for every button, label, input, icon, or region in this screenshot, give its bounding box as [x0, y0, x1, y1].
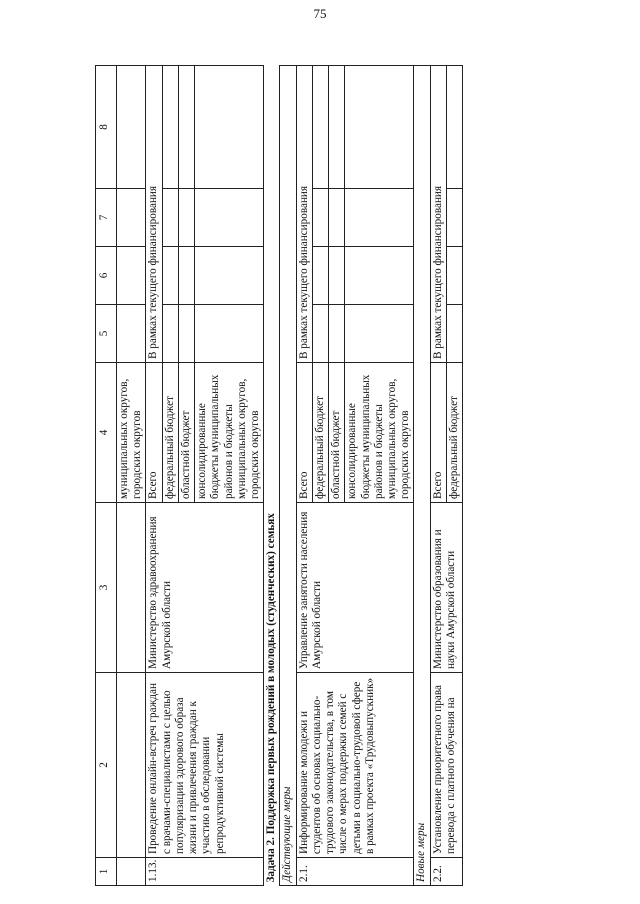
source-cell: федеральный бюджет — [446, 363, 462, 503]
source-cell: консолидированные бюджеты муниципальных районов и бюджеты муниципальных округов, городских округов — [195, 363, 264, 503]
measure-name: Проведение онлайн-встреч граждан с врачами-специалистами с целью популяризации здорового образа жизни и привлечения граждан к участию в обследовании репродуктивной системы — [146, 673, 264, 858]
financing-note: В рамках текущего финансирования — [430, 66, 446, 363]
task-header-row — [264, 66, 280, 886]
col-header-6: 6 — [96, 247, 117, 305]
source-cell: областной бюджет — [329, 363, 345, 503]
source-cell: федеральный бюджет — [162, 363, 178, 503]
source-cell: областной бюджет — [178, 363, 194, 503]
financing-note: В рамках текущего финансирования — [296, 66, 312, 363]
source-cell: Всего — [146, 363, 162, 503]
table-row-1-13 — [146, 66, 162, 886]
col-header-2: 2 — [96, 673, 117, 858]
col-header-8: 8 — [96, 66, 117, 189]
measure-name: Установление приоритетного права перевода с платного обучения на — [430, 673, 462, 858]
executor: Министерство образования и науки Амурской области — [430, 503, 462, 673]
source-cell: консолидированные бюджеты муниципальных районов и бюджеты муниципальных округов, городских округов — [345, 363, 414, 503]
executor: Управление занятости населения Амурской области — [296, 503, 414, 673]
source-cell: федеральный бюджет — [312, 363, 328, 503]
task-2-title: Задача 2. Поддержка первых рождений в молодых (студенческих) семьях — [264, 66, 280, 886]
measures-table — [95, 65, 463, 886]
row-number: 2.2. — [430, 858, 462, 886]
col-header-7: 7 — [96, 189, 117, 247]
source-continuation: муниципальных округов, городских округов — [117, 363, 146, 503]
page-number: 75 — [313, 6, 327, 21]
col-header-4: 4 — [96, 363, 117, 503]
row-number: 2.1. — [296, 858, 414, 886]
rotated-table-wrapper — [95, 66, 540, 886]
source-cell: Всего — [296, 363, 312, 503]
col-header-5: 5 — [96, 305, 117, 363]
new-measures-label: Новые меры — [414, 66, 430, 886]
continuation-row — [117, 66, 146, 886]
col-header-3: 3 — [96, 503, 117, 673]
table-row-2-1 — [296, 66, 312, 886]
measure-name: Информирование молодежи и студентов об основах социально-трудового законодательства, в том числе о мерах поддержки семей с детьми в социально-трудовой сфере в рамках проекта «Трудовыпускник» — [296, 673, 414, 858]
existing-measures-label: Действующие меры — [280, 66, 296, 886]
header-row — [96, 66, 117, 886]
section-row — [414, 66, 430, 886]
source-cell: Всего — [430, 363, 446, 503]
financing-note: В рамках текущего финансирования — [146, 66, 162, 363]
section-row — [280, 66, 296, 886]
col-header-1: 1 — [96, 858, 117, 886]
table-row-2-2 — [430, 66, 446, 886]
executor: Министерство здравоохранения Амурской области — [146, 503, 264, 673]
row-number: 1.13. — [146, 858, 264, 886]
